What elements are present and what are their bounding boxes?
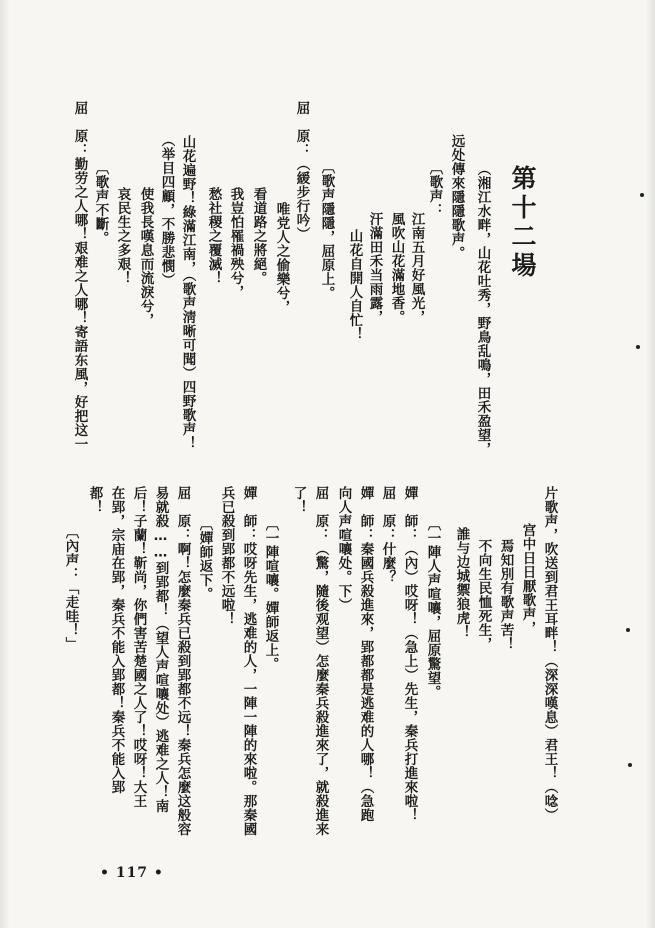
dialogue-line: 山花遍野！綠滿江南，（歌声淸晰可聞）四野歌声！: [179, 135, 196, 451]
dialogue-line: 易就殺……到郢都！（望人声喧嚷处）逃难之人！南: [152, 486, 169, 813]
stage-direction: 〔歌声隱隱，屈原上。: [318, 160, 335, 300]
dialogue-line: 嬋 師：秦國兵殺進來，郢都都是逃难的人哪！（急跑: [357, 486, 374, 822]
dialogue-line: 屈 原：（緩步行吟）: [293, 101, 310, 241]
stage-direction: 〔歌声不斷。: [92, 161, 109, 245]
dialogue-line: 屈 原：勤劳之人哪！艰难之人哪！寄語东風，好把这一: [71, 101, 88, 451]
poem-line: 看道路之將絕。: [250, 187, 267, 285]
stage-direction: 〔內声：「走哇！」: [62, 525, 79, 651]
dialogue-line: 兵已殺到郢都不远啦！: [218, 486, 235, 626]
poem-line: 愁社稷之覆滅！: [205, 187, 222, 285]
song-line: 汗滿田禾当雨露，: [366, 212, 383, 324]
scan-left-edge: [0, 0, 10, 928]
dialogue-line: 都！: [86, 486, 103, 514]
scan-speck: [640, 193, 644, 197]
poem-line: 哀民生之多艰！: [114, 187, 131, 285]
dialogue-line: 片歌声，吹送到君王耳畔！（深深嘆息）君王！（唸）: [541, 486, 558, 822]
song-label: 〔歌声：: [426, 161, 443, 217]
dialogue-line: 向人声喧嚷处。下）: [335, 486, 352, 612]
scan-speck: [628, 763, 632, 767]
poem-line: 宫中日日厭歌声，: [519, 523, 536, 635]
dialogue-line: 嬋 師：（內）哎呀！（急上）先生，秦兵打進來啦！: [401, 486, 418, 822]
scan-speck: [636, 345, 640, 349]
stage-direction: 〔一陣喧嚷。嬋師返上。: [262, 517, 279, 671]
song-line: 風吹山花滿地香。: [388, 212, 405, 324]
poem-line: 我豈怕罹禍殃兮，: [227, 187, 244, 299]
scan-right-edge: [645, 0, 655, 928]
dialogue-line: 在郢，宗庙在郢，秦兵不能入郢都！秦兵不能入郢: [108, 486, 125, 794]
poem-line: 不向生民恤死生，: [475, 539, 492, 651]
poem-line: 使我長嘆息而流淚兮，: [137, 187, 154, 327]
poem-line: 誰与边城禦狼虎！: [453, 527, 470, 639]
stage-direction: （举目四顧，不勝悲憫）: [158, 133, 175, 287]
dialogue-line: 屈 原：什麼？: [379, 486, 396, 584]
page-number: • 117 •: [100, 865, 164, 881]
dialogue-line: 嬋 師：哎呀先生，逃难的人，一陣一陣的來啦。那秦國: [240, 486, 257, 836]
dialogue-line: 后！子蘭！靳尚，你們害苦楚國之人了！哎呀！大王: [130, 486, 147, 808]
poem-line: 焉知別有歌声苦！: [497, 539, 514, 651]
stage-direction: （湘江水畔，山花吐秀，野鳥乱鳴，田禾盈望，: [474, 162, 491, 456]
song-line: 江南五月好風光，: [408, 212, 425, 324]
dialogue-line: 屈 原：（驚，隨後观望）怎麼秦兵殺進來了，就殺進来: [312, 486, 329, 836]
stage-direction: 〔一陣人声喧嚷，屈原驚望。: [424, 517, 441, 699]
scene-title: 第十二場: [508, 165, 537, 281]
dialogue-line: 屈 原：啊！怎麼秦兵已殺到郢都不远！秦兵怎麼这般容: [174, 486, 191, 836]
poem-line: 唯党人之偷樂兮，: [273, 202, 290, 314]
stage-direction: 〔嬋師返下。: [196, 517, 213, 601]
scan-speck: [626, 628, 630, 632]
dialogue-line: 了！: [290, 486, 307, 514]
song-line: 山花自開人自忙！: [346, 229, 363, 341]
stage-direction: 远处傳來隱隱歌声。: [448, 134, 465, 260]
